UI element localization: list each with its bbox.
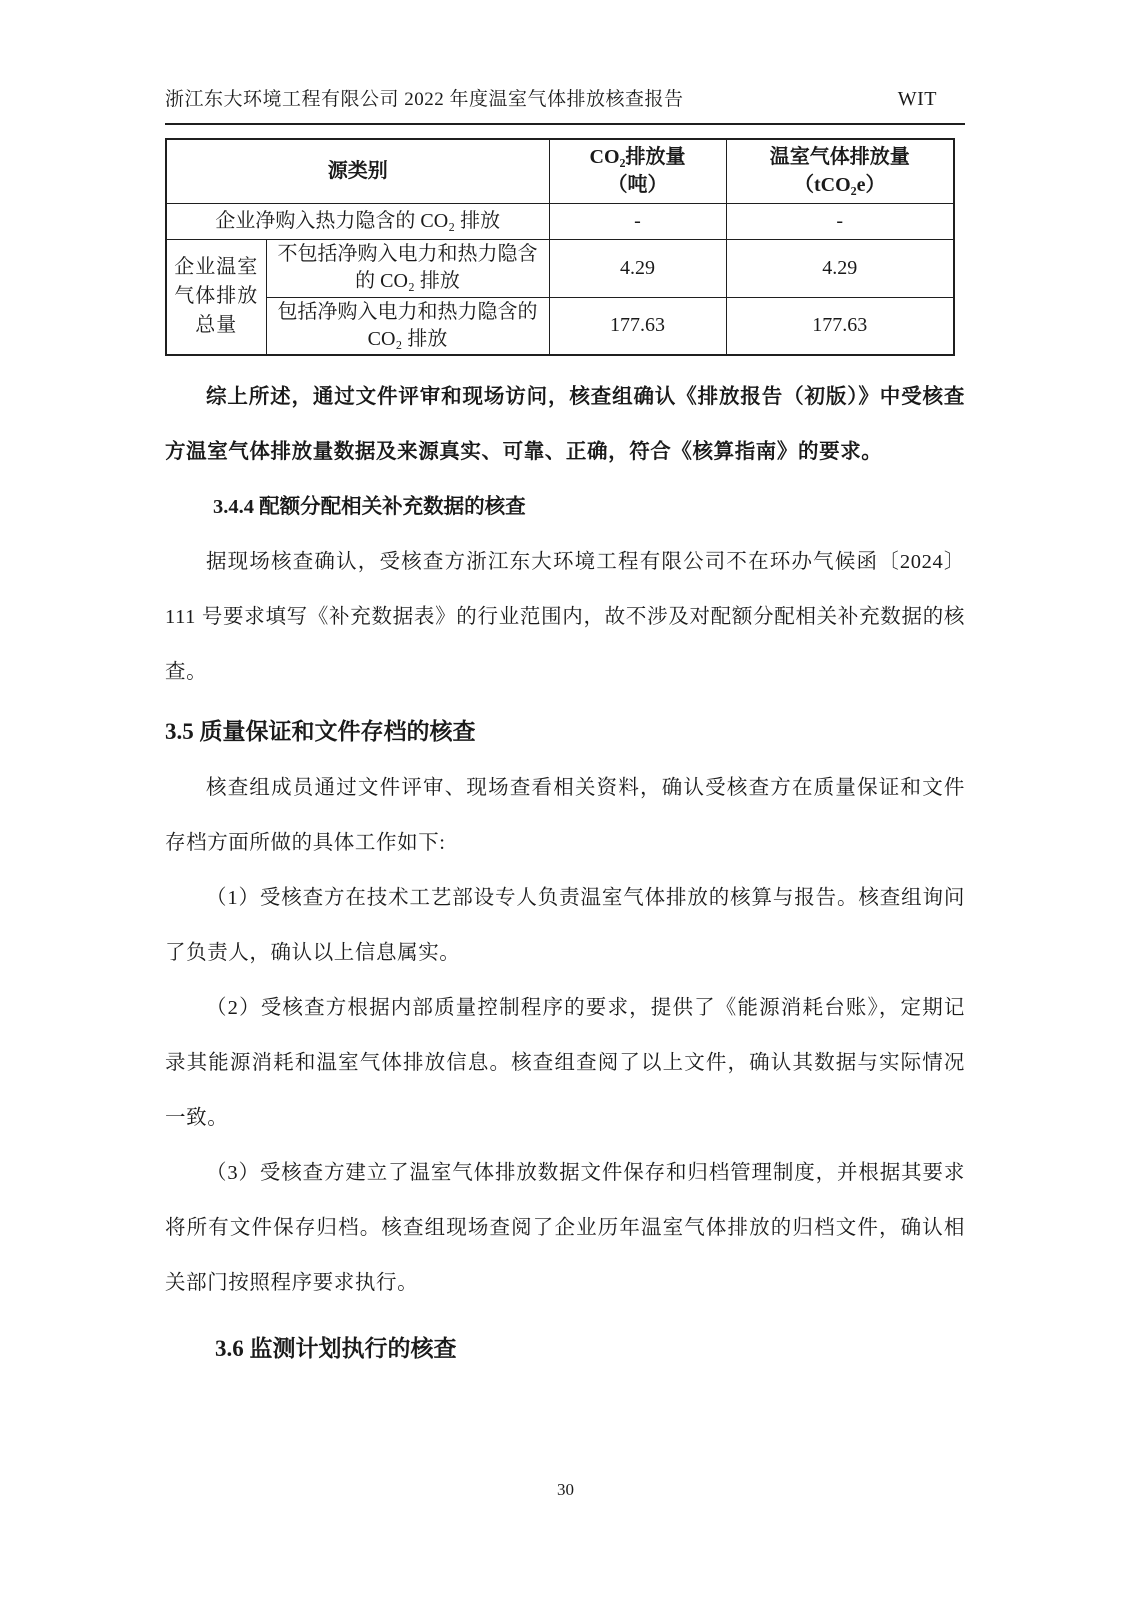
table-header-row <box>166 139 954 203</box>
header-title: 浙江东大环境工程有限公司 2022 年度温室气体排放核查报告 <box>165 89 684 110</box>
cell-incl-source: 包括净购入电力和热力隐含的 CO₂ 排放 <box>266 297 549 355</box>
col-header-co2: CO₂排放量 （吨） <box>549 139 726 203</box>
paragraph-3-5-intro: 核查组成员通过文件评审、现场查看相关资料，确认受核查方在质量保证和文件存档方面所做的具体工作如下: <box>165 777 965 854</box>
header-brand: WIT <box>897 88 937 110</box>
heading-3-6: 3.6 监测计划执行的核查 <box>215 1336 457 1361</box>
paragraph-summary: 综上所述，通过文件评审和现场访问，核查组确认《排放报告（初版）》中受核查方温室气体排放量数据及来源真实、可靠、正确，符合《核算指南》的要求。 <box>165 386 965 463</box>
table-row-total-excl <box>166 239 954 297</box>
paragraph-3-5-item3: （3）受核查方建立了温室气体排放数据文件保存和归档管理制度，并根据其要求将所有文件保存归档。核查组现场查阅了企业历年温室气体排放的归档文件，确认相关部门按照程序要求执行。 <box>165 1162 965 1294</box>
cell-heat-source: 企业净购入热力隐含的 CO₂ 排放 <box>166 203 549 239</box>
heading-3-5: 3.5 质量保证和文件存档的核查 <box>165 719 476 744</box>
cell-excl-source: 不包括净购入电力和热力隐含的 CO₂ 排放 <box>266 239 549 297</box>
table-row-total-incl <box>166 297 954 355</box>
heading-3-4-4: 3.4.4 配额分配相关补充数据的核查 <box>213 496 526 518</box>
cell-heat-co2: - <box>549 203 726 239</box>
emissions-table <box>165 138 955 356</box>
table-row-heat <box>166 203 954 239</box>
col-header-ghg: 温室气体排放量 （tCO₂e） <box>726 139 954 203</box>
page-header <box>165 0 965 125</box>
cell-incl-ghg: 177.63 <box>726 297 954 355</box>
paragraph-3-4-4: 据现场核查确认，受核查方浙江东大环境工程有限公司不在环办气候函〔2024〕111 号要求填写《补充数据表》的行业范围内，故不涉及对配额分配相关补充数据的核查。 <box>165 551 965 683</box>
cell-total-group: 企业温室气体排放总量 <box>166 239 266 355</box>
page-content <box>165 0 965 1376</box>
page-footer <box>0 1480 1131 1500</box>
paragraph-3-5-item1: （1）受核查方在技术工艺部设专人负责温室气体排放的核算与报告。核查组询问了负责人，确认以上信息属实。 <box>165 887 965 964</box>
cell-excl-co2: 4.29 <box>549 239 726 297</box>
cell-heat-ghg: - <box>726 203 954 239</box>
col-header-source: 源类别 <box>166 139 549 203</box>
cell-excl-ghg: 4.29 <box>726 239 954 297</box>
paragraph-3-5-item2: （2）受核查方根据内部质量控制程序的要求，提供了《能源消耗台账》，定期记录其能源消耗和温室气体排放信息。核查组查阅了以上文件，确认其数据与实际情况一致。 <box>165 997 965 1129</box>
page-number: 30 <box>557 1480 574 1499</box>
cell-incl-co2: 177.63 <box>549 297 726 355</box>
